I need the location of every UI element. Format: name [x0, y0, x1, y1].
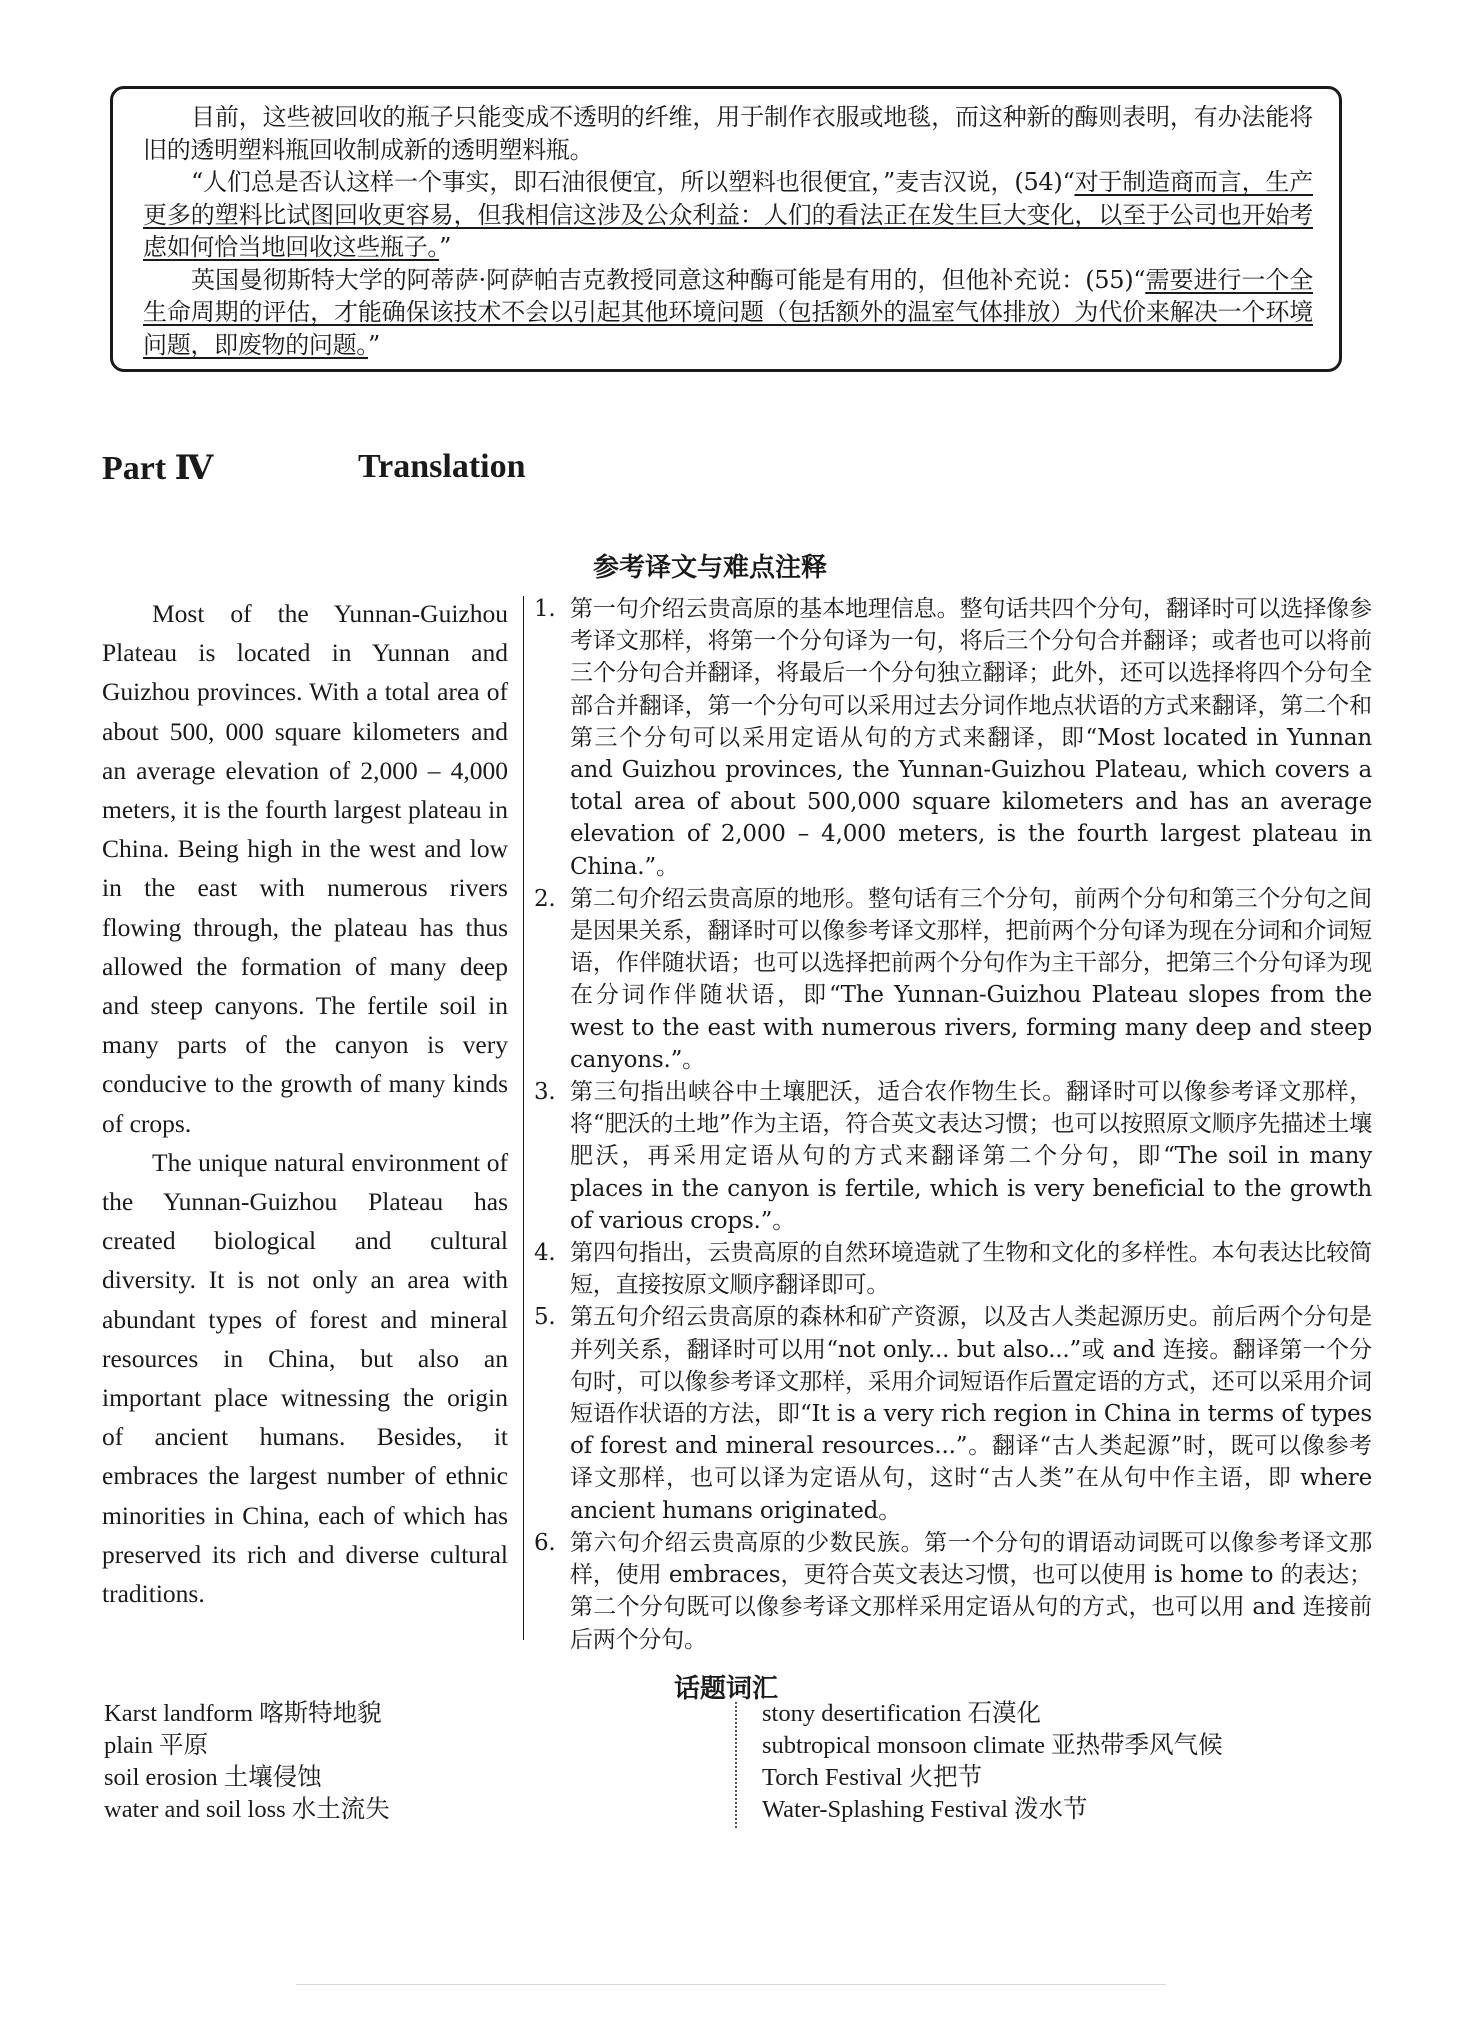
- box-paragraph-2: [143, 166, 1313, 264]
- column-divider: [523, 596, 524, 1640]
- vocab-heading: 话题词汇: [674, 1674, 779, 1704]
- notes-list: [534, 593, 1372, 1656]
- note-item: [534, 1237, 1372, 1301]
- part-label: Part Ⅳ: [102, 450, 214, 487]
- note-text: 第六句介绍云贵高原的少数民族。第一个分句的谓语动词既可以像参考译文那样，使用 embraces，更符合英文表达习惯，也可以使用 is home to 的表达；第二个分句既可以像参考译文那样采用定语从句的方式，也可以用 and 连接前后两个分句。: [570, 1529, 1372, 1653]
- box-paragraph-1: 目前，这些被回收的瓶子只能变成不透明的纤维，用于制作衣服或地毯，而这种新的酶则表明，有办法能将旧的透明塑料瓶回收制成新的透明塑料瓶。: [143, 103, 1313, 164]
- box-p2-post: ”: [439, 233, 452, 261]
- vocab-item: subtropical monsoon climate 亚热带季风气候: [762, 1732, 1223, 1759]
- note-number: 4.: [534, 1240, 556, 1267]
- note-item: [534, 593, 1372, 883]
- footer-rule: [296, 1984, 1166, 1985]
- english-paragraph-1: Most of the Yunnan-Guizhou Plateau is located in Yunnan and Guizhou provinces. With a total area of about 500, 000 square kilometers and an average elevation of 2,000 – 4,000 meters, it is the fourth largest plateau in China. Being high in the west and low in the east with numerous rivers flowing through, the plateau has thus allowed the formation of many deep and steep canyons. The fertile soil in many parts of the canyon is very conducive to the growth of many kinds of crops.: [102, 599, 508, 1138]
- note-text: 第五句介绍云贵高原的森林和矿产资源，以及古人类起源历史。前后两个分句是并列关系，翻译时可以用“not only... but also...”或 and 连接。翻译第一个分句时，可以像参考译文那样，采用介词短语作后置定语的方式，还可以采用介词短语作状语的方法，即“It is a very rich region in China in terms of types of forest and mineral resources...”。翻译“古人类起源”时，既可以像参考译文那样，也可以译为定语从句，这时“古人类”在从句中作主语，即 where ancient humans originated。: [570, 1304, 1372, 1524]
- part-title: Translation: [358, 448, 526, 485]
- note-text: 第二句介绍云贵高原的地形。整句话有三个分句，前两个分句和第三个分句之间是因果关系，翻译时可以像参考译文那样，把前两个分句译为现在分词和介词短语，作伴随状语；也可以选择把前两个分句作为主干部分，把第三个分句译为现在分词作伴随状语，即“The Yunnan-Guizhou Plateau slopes from the west to the east with numerous rivers, forming many deep and steep canyons.”。: [570, 885, 1372, 1073]
- answer-54-underlined: 对于制造商而言，生产更多的塑料比试图回收更容易，但我相信这涉及公众利益：人们的看法正在发生巨大变化，以至于公司也开始考虑如何恰当地回收这些瓶子。: [143, 168, 1313, 261]
- vocab-list-left: [104, 1698, 390, 1826]
- vocab-item: water and soil loss 水土流失: [104, 1796, 390, 1823]
- note-number: 6.: [534, 1529, 556, 1556]
- note-item: [534, 1076, 1372, 1237]
- note-item: [534, 883, 1372, 1076]
- vocab-item: Water-Splashing Festival 泼水节: [762, 1796, 1088, 1823]
- vocab-item: plain 平原: [104, 1732, 209, 1759]
- note-text: 第三句指出峡谷中土壤肥沃，适合农作物生长。翻译时可以像参考译文那样，将“肥沃的土地”作为主语，符合英文表达习惯；也可以按照原文顺序先描述土壤肥沃，再采用定语从句的方式来翻译第二个分句，即“The soil in many places in the canyon is fertile, which is very beneficial to the growth of various crops.”。: [570, 1079, 1372, 1234]
- note-number: 1.: [534, 596, 556, 622]
- vocab-item: Karst landform 喀斯特地貌: [104, 1700, 382, 1727]
- vocab-item: Torch Festival 火把节: [762, 1764, 983, 1791]
- vocab-dotted-divider: [735, 1702, 737, 1828]
- box-p3-pre: 英国曼彻斯特大学的阿蒂萨·阿萨帕吉克教授同意这种酶可能是有用的，但他补充说：(55)“: [191, 265, 1146, 294]
- vocab-item: soil erosion 土壤侵蚀: [104, 1764, 322, 1791]
- box-p2-pre: “人们总是否认这样一个事实，即石油很便宜，所以塑料也很便宜，”麦吉汉说，(54)“: [191, 168, 1075, 196]
- note-number: 3.: [534, 1079, 556, 1106]
- english-paragraph-2: The unique natural environment of the Yunnan-Guizhou Plateau has created biological and cultural diversity. It is not only an area with abundant types of forest and mineral resources in China, but also an important place witnessing the origin of ancient humans. Besides, it embraces the largest number of ethnic minorities in China, each of which has preserved its rich and diverse cultural traditions.: [102, 1147, 508, 1609]
- note-text: 第四句指出，云贵高原的自然环境造就了生物和文化的多样性。本句表达比较简短，直接按原文顺序翻译即可。: [570, 1240, 1372, 1299]
- box-p3-post: ”: [368, 330, 380, 359]
- note-item: [534, 1527, 1372, 1656]
- note-item: [534, 1301, 1372, 1526]
- answer-55-underlined: 需要进行一个全生命周期的评估，才能确保该技术不会以引起其他环境问题（包括额外的温室气体排放）为代价来解决一个环境问题，即废物的问题。: [143, 265, 1313, 359]
- section-heading: 参考译文与难点注释: [593, 553, 828, 583]
- note-text: 第一句介绍云贵高原的基本地理信息。整句话共四个分句，翻译时可以选择像参考译文那样，将第一个分句译为一句，将后三个分句合并翻译；或者也可以将前三个分句合并翻译，将最后一个分句独立翻译；此外，还可以选择将四个分句全部合并翻译，第一个分句可以采用过去分词作地点状语的方式来翻译，第二个和第三个分句可以采用定语从句的方式来翻译，即“Most located in Yunnan and Guizhou provinces, the Yunnan-Guizhou Plateau, which covers a total area of about 500,000 square kilometers and has an average elevation of 2,000 – 4,000 meters, is the fourth largest plateau in China.”。: [570, 596, 1372, 880]
- vocab-list-right: [762, 1698, 1223, 1826]
- chinese-translation-box: [110, 86, 1342, 372]
- box-paragraph-3: [143, 264, 1313, 362]
- english-translation: [102, 594, 508, 1613]
- note-number: 5.: [534, 1304, 556, 1331]
- vocab-item: stony desertification 石漠化: [762, 1700, 1041, 1727]
- note-number: 2.: [534, 885, 556, 912]
